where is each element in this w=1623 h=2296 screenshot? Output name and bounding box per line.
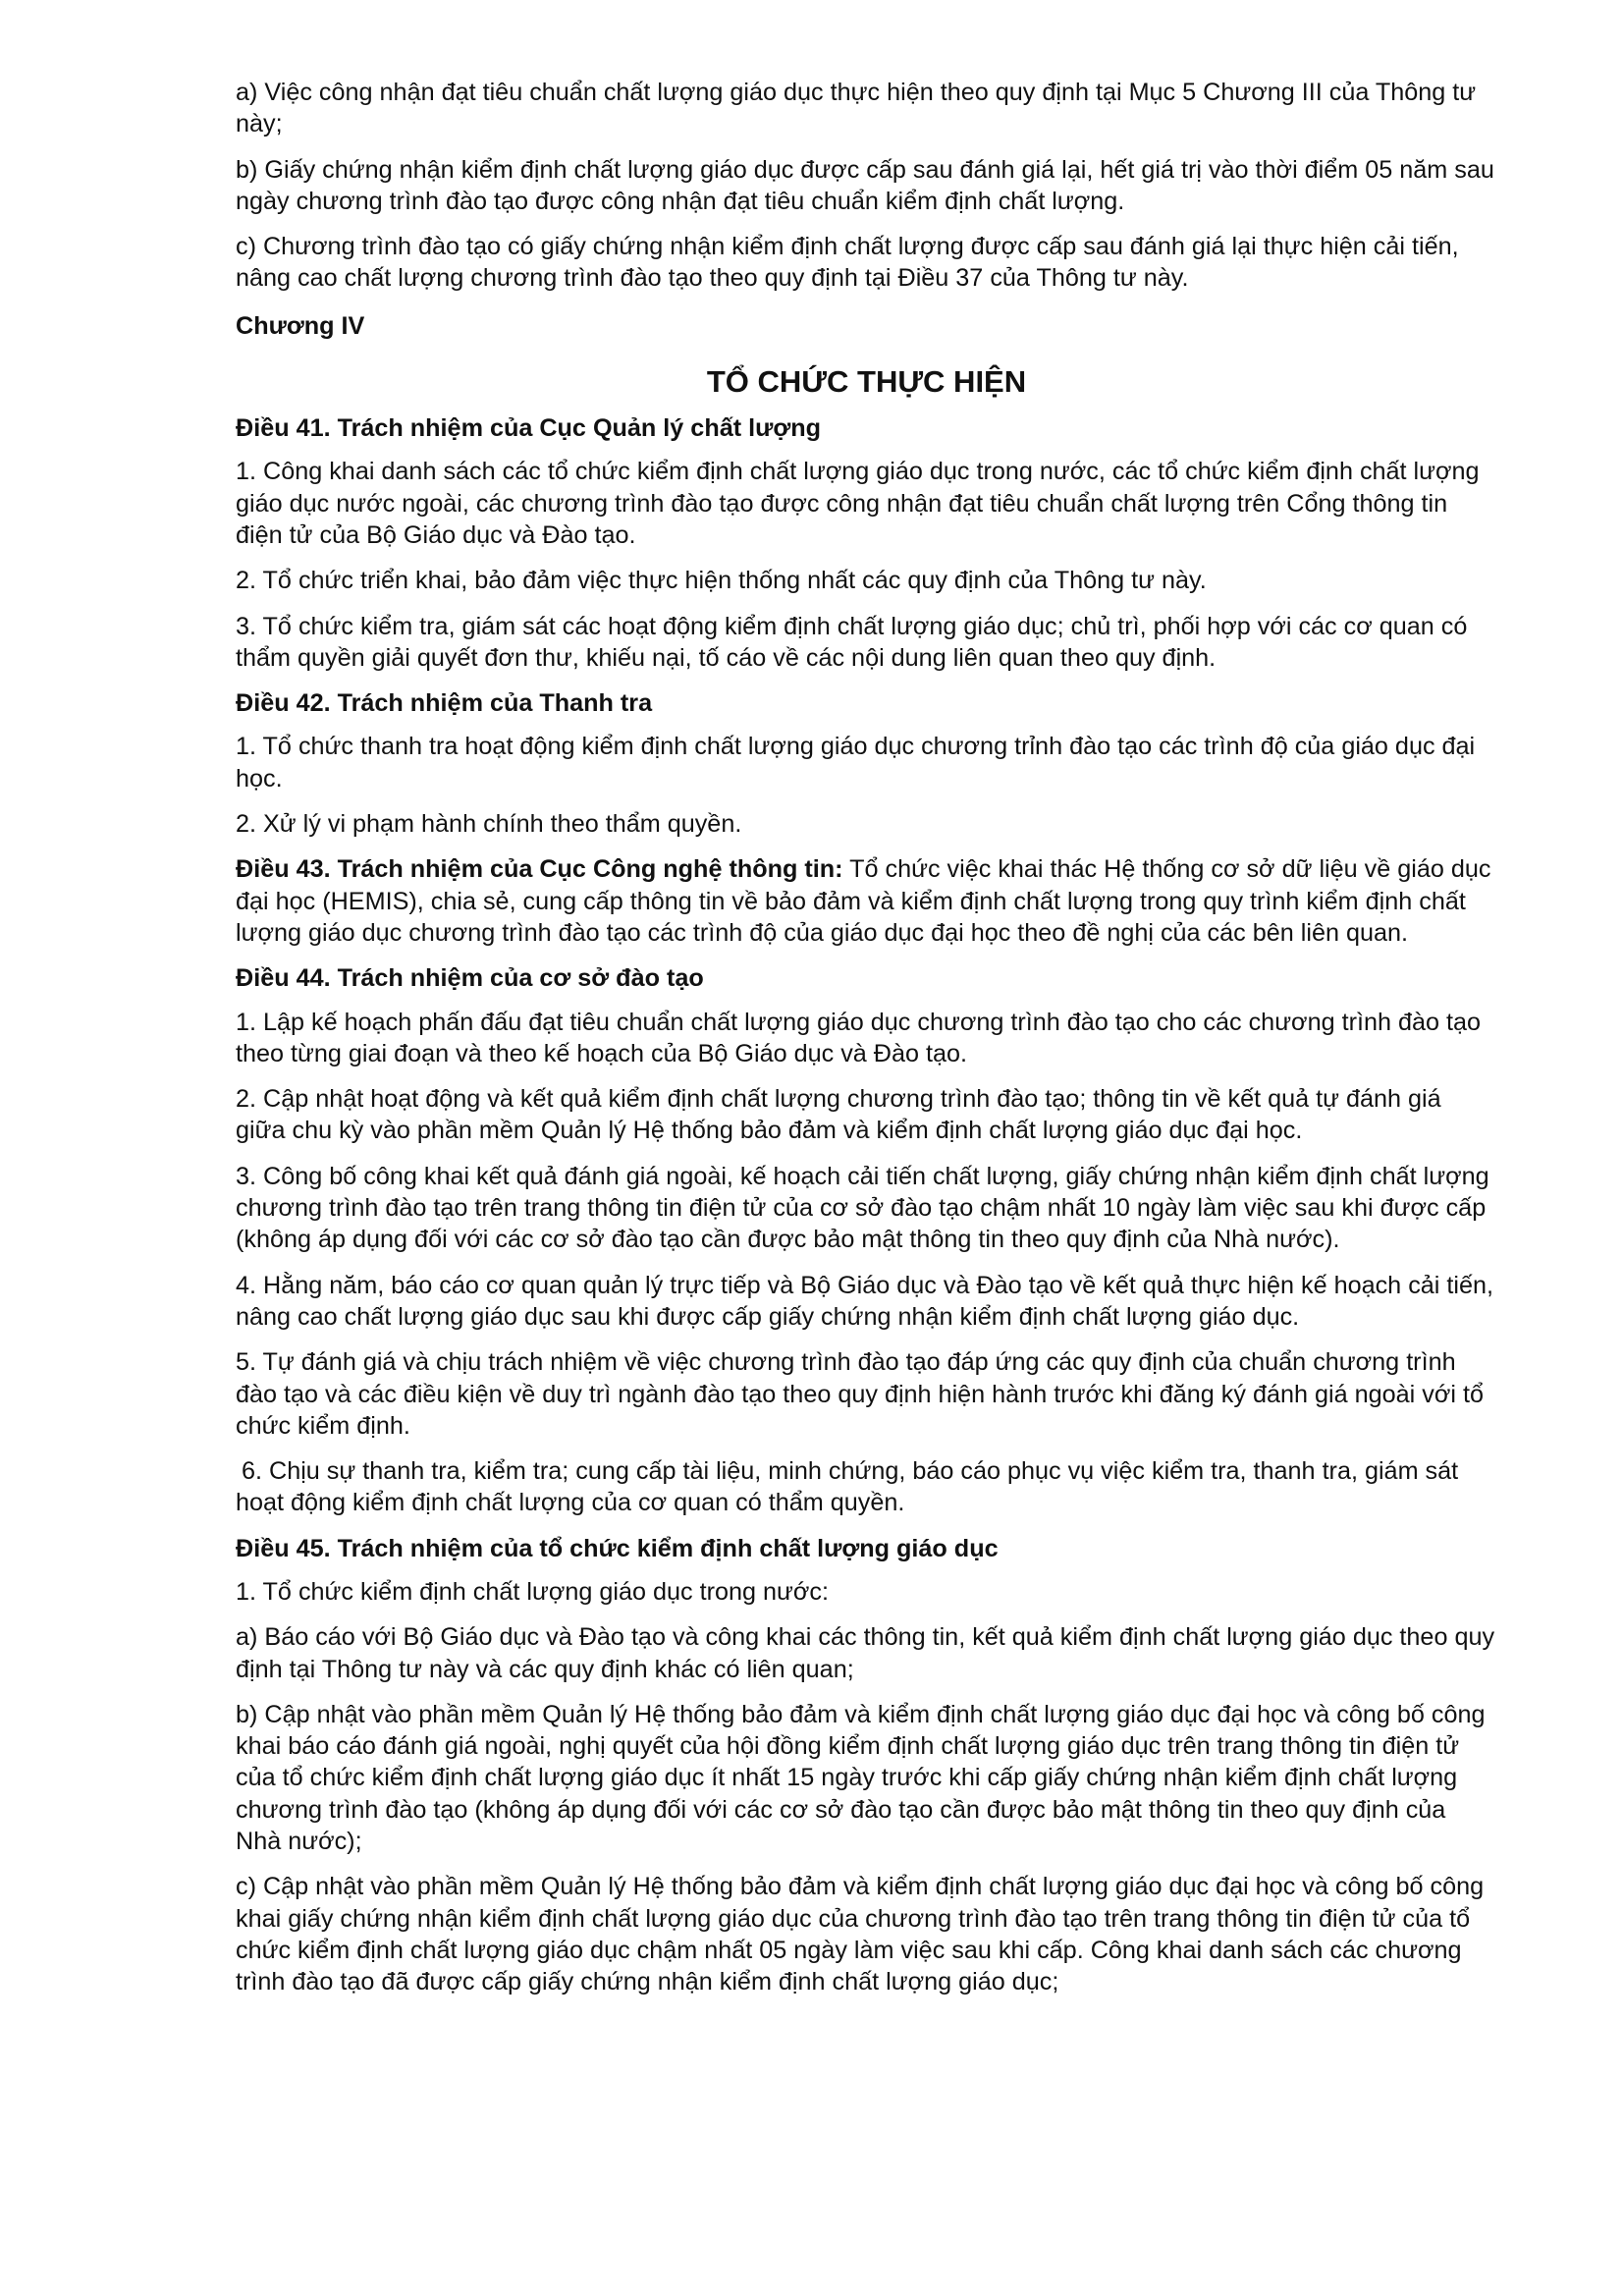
article-44-item-1: 1. Lập kế hoạch phấn đấu đạt tiêu chuẩn chất lượng giáo dục chương trình đào tạo cho các chương trình đào tạo theo từng giai đoạn và theo kế hoạch của Bộ Giáo dục và Đào tạo. [236, 1008, 1482, 1067]
article-41-item-2: 2. Tổ chức triển khai, bảo đảm việc thực hiện thống nhất các quy định của Thông tư này. [236, 567, 1207, 595]
intro-paragraph-a: a) Việc công nhận đạt tiêu chuẩn chất lượng giáo dục thực hiện theo quy định tại Mục 5 Chương III của Thông tư này; [236, 79, 1477, 138]
article-43-text: Tổ chức việc khai thác Hệ thống cơ sở dữ liệu về giáo dục đại học (HEMIS), chia sẻ, cung cấp thông tin về bảo đảm và kiểm định chất lượng trong quy trình kiểm định chất lượng giáo dục chương trình đào tạo các trình độ của giáo dục đại học theo đề nghị của các bên liên quan. [236, 855, 1491, 947]
article-45-heading: Điều 45. Trách nhiệm của tổ chức kiểm định chất lượng giáo dục [236, 1534, 999, 1562]
article-43-heading: Điều 43. Trách nhiệm của Cục Công nghệ thông tin: [236, 855, 843, 884]
article-42-heading: Điều 42. Trách nhiệm của Thanh tra [236, 689, 653, 718]
article-44-item-6: 6. Chịu sự thanh tra, kiểm tra; cung cấp tài liệu, minh chứng, báo cáo phục vụ việc kiểm tra, thanh tra, giám sát hoạt động kiểm định chất lượng của cơ quan có thẩm quyền. [236, 1457, 1459, 1517]
article-43-paragraph [236, 853, 1497, 949]
article-41-item-1: 1. Công khai danh sách các tổ chức kiểm định chất lượng giáo dục trong nước, các tổ chức kiểm định chất lượng giáo dục nước ngoài, các chương trình đào tạo được công nhận đạt tiêu chuẩn chất lượng trên Cổng thông tin điện tử của Bộ Giáo dục và Đào tạo. [236, 458, 1480, 549]
article-45-item-1b: b) Cập nhật vào phần mềm Quản lý Hệ thống bảo đảm và kiểm định chất lượng giáo dục đại học và công bố công khai báo cáo đánh giá ngoài, nghị quyết của hội đồng kiểm định chất lượng giáo dục trên trang thông tin điện tử của tổ chức kiểm định chất lượng giáo dục ít nhất 15 ngày trước khi cấp giấy chứng nhận kiểm định chất lượng chương trình đào tạo (không áp dụng đối với các cơ sở đào tạo cần được bảo mật thông tin theo quy định của Nhà nước); [236, 1700, 1486, 1856]
intro-paragraph-c: c) Chương trình đào tạo có giấy chứng nhận kiểm định chất lượng được cấp sau đánh giá lại thực hiện cải tiến, nâng cao chất lượng chương trình đào tạo theo quy định tại Điều 37 của Thông tư này. [236, 233, 1459, 293]
article-41-item-3: 3. Tổ chức kiểm tra, giám sát các hoạt động kiểm định chất lượng giáo dục; chủ trì, phối hợp với các cơ quan có thẩm quyền giải quyết đơn thư, khiếu nại, tố cáo về các nội dung liên quan theo quy định. [236, 612, 1468, 672]
article-44-item-5: 5. Tự đánh giá và chịu trách nhiệm về việc chương trình đào tạo đáp ứng các quy định của chuẩn chương trình đào tạo và các điều kiện về duy trì ngành đào tạo theo quy định hiện hành trước khi đăng ký đánh giá ngoài với tổ chức kiểm định. [236, 1348, 1484, 1440]
chapter-label: Chương IV [236, 311, 365, 340]
chapter-title: TỔ CHỨC THỰC HIỆN [706, 364, 1027, 400]
article-45-item-1a: a) Báo cáo với Bộ Giáo dục và Đào tạo và công khai các thông tin, kết quả kiểm định chất lượng giáo dục theo quy định tại Thông tư này và các quy định khác có liên quan; [236, 1623, 1495, 1683]
article-44-item-2: 2. Cập nhật hoạt động và kết quả kiểm định chất lượng chương trình đào tạo; thông tin về kết quả tự đánh giá giữa chu kỳ vào phần mềm Quản lý Hệ thống bảo đảm và kiểm định chất lượng giáo dục đại học. [236, 1085, 1441, 1145]
article-45-item-1: 1. Tổ chức kiểm định chất lượng giáo dục trong nước: [236, 1577, 829, 1606]
document-page [236, 77, 1497, 2012]
article-42-item-1: 1. Tổ chức thanh tra hoạt động kiểm định chất lượng giáo dục chương trỉnh đào tạo các trình độ của giáo dục đại học. [236, 733, 1476, 793]
intro-paragraph-b: b) Giấy chứng nhận kiểm định chất lượng giáo dục được cấp sau đánh giá lại, hết giá trị vào thời điểm 05 năm sau ngày chương trình đào tạo được công nhận đạt tiêu chuẩn kiểm định chất lượng. [236, 155, 1494, 215]
article-44-item-4: 4. Hằng năm, báo cáo cơ quan quản lý trực tiếp và Bộ Giáo dục và Đào tạo về kết quả thực hiện kế hoạch cải tiến, nâng cao chất lượng giáo dục sau khi được cấp giấy chứng nhận kiểm định chất lượng giáo dục. [236, 1271, 1493, 1331]
article-42-item-2: 2. Xử lý vi phạm hành chính theo thẩm quyền. [236, 810, 742, 839]
article-45-item-1c: c) Cập nhật vào phần mềm Quản lý Hệ thống bảo đảm và kiểm định chất lượng giáo dục đại học và công bố công khai giấy chứng nhận kiểm định chất lượng giáo dục của chương trình đào tạo trên trang thông tin điện tử của tổ chức kiểm định chất lượng giáo dục chậm nhất 05 ngày làm việc sau khi cấp. Công khai danh sách các chương trình đào tạo đã được cấp giấy chứng nhận kiểm định chất lượng giáo dục; [236, 1873, 1485, 1996]
article-44-heading: Điều 44. Trách nhiệm của cơ sở đào tạo [236, 964, 704, 993]
article-44-item-3: 3. Công bố công khai kết quả đánh giá ngoài, kế hoạch cải tiến chất lượng, giấy chứng nhận kiểm định chất lượng chương trình đào tạo trên trang thông tin điện tử của cơ sở đào tạo chậm nhất 10 ngày làm việc sau khi được cấp (không áp dụng đối với các cơ sở đào tạo cần được bảo mật thông tin theo quy định của Nhà nước). [236, 1162, 1489, 1254]
article-41-heading: Điều 41. Trách nhiệm của Cục Quản lý chất lượng [236, 414, 822, 443]
